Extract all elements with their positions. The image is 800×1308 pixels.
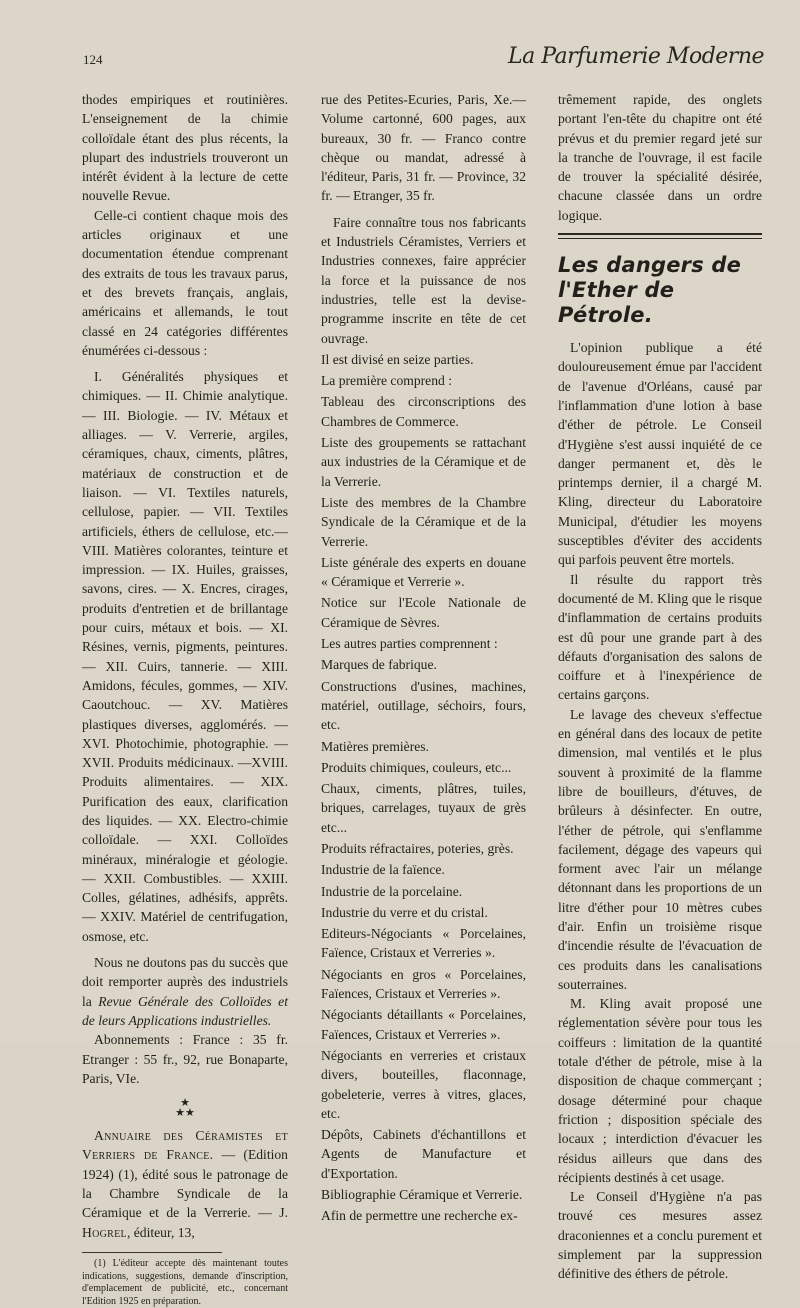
list-item: Négociants détaillants « Porcelaines, Faïences, Cristaux et Verreries ».	[321, 1007, 526, 1042]
list-item: Bibliographie Céramique et Verrerie.	[321, 1187, 523, 1203]
column-3	[558, 90, 762, 1284]
list-item: Les autres parties comprennent :	[321, 636, 498, 652]
list-item: Industrie de la porcelaine.	[321, 883, 463, 899]
subscription-info: Abonnements : France : 35 fr. Etranger : 55 fr., 92, rue Bonaparte, Paris, VIe.	[82, 1032, 288, 1086]
revue-title: Revue Générale des Colloïdes et de leurs Applications industrielles.	[82, 993, 288, 1028]
list-item: Produits réfractaires, poteries, grès.	[321, 840, 514, 856]
list-item: Afin de permettre une recherche ex-	[321, 1208, 518, 1224]
list-item: Industrie de la faïence.	[321, 862, 445, 878]
column-1	[82, 90, 288, 1308]
paragraph: Faire connaître tous nos fabricants et Industriels Céramistes, Verriers et Industries connexes, faire apprécier la force et la puissance de nos industries, telle est la devise-programme inscrite en tête de cet ouvrage.	[321, 214, 526, 346]
list-item: Notice sur l'Ecole Nationale de Céramique de Sèvres.	[321, 595, 526, 630]
page-number: 124	[83, 52, 103, 67]
category-list: I. Généralités physiques et chimiques. — II. Chimie analytique. — III. Biologie. — IV. Métaux et alliages. — V. Verrerie, argiles, céramiques, chaux, ciments, plâtres, matériaux de construction et de liaison. — VI. Textiles naturels, cellulose, papier. — VII. Textiles artificiels, éthers de cellulose, etc.— VIII. Matières colorantes, teinture et impression. — IX. Huiles, graisses, savons, cires. — X. Encres, cirages, produits d'entretien et de brillantage pour cuirs, métaux et bois. — XI. Résines, vernis, pigments, peintures. — XII. Cuirs, tannerie. — XIII. Amidons, fécules, gommes, — XIV. Caoutchouc. — XV. Matières plastiques diverses, agglomérés. — XVI. Photochimie, photographie. — XVII. Produits médicinaux. —XVIII. Produits alimentaires. — XIX. Purification des eaux, clarification des liquides. — XX. Electro-chimie colloïdale. — XXI. Colloïdes minéraux, minéralogie et géologie. — XXII. Combustibles. — XXIII. Colles, gélatines, adhésifs, apprêts. — XXIV. Matériel de centrifugation, osmose, etc.	[82, 369, 288, 944]
list-item: Dépôts, Cabinets d'échantillons et Agents de Manufacture et d'Exportation.	[321, 1127, 526, 1181]
text-run: Nous ne doutons pas du succès que doit remporter auprès des industriels la	[82, 955, 288, 1009]
annuaire-title: Annuaire des Céramistes et Verriers de France.	[82, 1128, 288, 1163]
star-icon: ★	[180, 1097, 190, 1110]
paragraph: thodes empiriques et routinières. L'enseignement de la chimie colloïdale étant des plus récents, la plupart des industriels trouveront un intérêt évident à la lecture de cette nouvelle Revue.	[82, 92, 288, 204]
article-paragraph: Le lavage des cheveux s'effectue en général dans des locaux de petite dimension, mal ventilés et le plus souvent à proximité de la flamme libre de bouilleurs, d'étuves, de brûleurs à désinfecter. En outre, l'éther de pétrole, qui s'enflamme facilement, dégage des vapeurs qui forment avec l'air un mélange détonnant dans les proportions de un litre d'éther pour 10 mètres cubes d'air. Enfin un troisième risque d'incendie résulte de l'évacuation de ces produits dans les canalisations souterraines.	[558, 706, 762, 992]
masthead-title: La Parfumerie Moderne	[508, 44, 765, 69]
paragraph: trêmement rapide, des onglets portant l'en-tête du chapitre ont été prévus et du premier regard jeté sur la tranche de l'ouvrage, il est facile de trouver la spécialité désirée, chacune classée dans un ordre logique.	[558, 92, 762, 223]
list-item: Liste des groupements se rattachant aux industries de la Céramique et de la Verrerie.	[321, 435, 526, 489]
list-item: Industrie du verre et du cristal.	[321, 904, 488, 920]
list-item: Négociants en verreries et cristaux divers, bouteilles, flaconnage, gobeleterie, verres à vitres, glaces, etc.	[321, 1047, 526, 1121]
section-divider	[558, 233, 762, 239]
list-item: La première comprend :	[321, 373, 452, 389]
article-paragraph: Le Conseil d'Hygiène n'a pas trouvé ces mesures assez draconiennes et a conclu purement et simplement par la suppression définitive des éthers de pétrole.	[558, 1189, 762, 1282]
article-paragraph: L'opinion publique a été douloureusement émue par l'accident de l'avenue d'Orléans, causé par l'inflammation d'une lotion à base d'éther de pétrole. Le Conseil d'Hygiène s'est aussi inquiété de ce danger permanent et, dès le printemps dernier, il a chargé M. Kling, directeur du Laboratoire Municipal, d'étudier les moyens susceptibles d'éviter des accidents qui parfois peuvent être mortels.	[558, 340, 762, 568]
text-run: — (Edition 1924) (1), édité sous le patronage de la Chambre Syndicale de la Céramique et de la Verrerie. — J.	[82, 1147, 288, 1221]
article-paragraph: Il résulte du rapport très documenté de M. Kling que le risque d'inflammation de certains produits est dû pour une grande part à des défauts d'organisation des salons de coiffure et à l'inexpérience de certains garçons.	[558, 571, 762, 703]
footnote-rule	[82, 1252, 222, 1253]
article-paragraph: M. Kling avait proposé une réglementation sévère pour tous les coiffeurs : limitation de la quantité totale d'éther de pétrole, mise à la disposition de chaque commerçant ; dosage déterminé pour chaque friction ; disposition spéciale des locaux ; interdiction d'évacuer les résidus ailleurs que dans des récipients destinés à cet usage.	[558, 996, 762, 1185]
contents-list	[321, 350, 526, 1226]
article-title: Les dangers de l'Ether de Pétrole.	[558, 253, 742, 328]
list-item: Tableau des circonscriptions des Chambres de Commerce.	[321, 394, 526, 429]
list-item: Constructions d'usines, machines, matériel, outillage, séchoirs, fours, etc.	[321, 678, 526, 733]
list-item: Chaux, ciments, plâtres, tuiles, briques, carrelages, tuyaux de grès etc...	[321, 781, 526, 835]
article-body	[558, 338, 762, 1284]
list-item: Liste générale des experts en douane « Céramique et Verrerie ».	[321, 554, 526, 590]
list-item: Il est divisé en seize parties.	[321, 351, 474, 367]
paragraph: Celle-ci contient chaque mois des articles originaux et une documentation étendue comprenant des extraits de tous les travaux parus, et des brevets français, anglais, américains et allemands, le tout classé en 24 catégories différentes énumérées ci-dessous :	[82, 207, 288, 358]
asterism	[82, 1098, 288, 1118]
list-item: Produits chimiques, couleurs, etc...	[321, 759, 512, 775]
column-2	[321, 90, 526, 1226]
annuaire-notice	[82, 1126, 288, 1242]
list-item: Editeurs-Négociants « Porcelaines, Faïence, Cristaux et Verreries ».	[321, 926, 526, 961]
list-item: Marques de fabrique.	[321, 657, 437, 673]
paragraph: rue des Petites-Ecuries, Paris, Xe.— Volume cartonné, 600 pages, aux bureaux, 30 fr. — Franco contre chèque ou mandat, adressé à l'éditeur, Paris, 31 fr. — Province, 32 fr. — Etranger, 35 fr.	[321, 92, 526, 204]
editor-name: Hogrel	[82, 1224, 127, 1240]
list-item: Matières premières.	[321, 738, 429, 754]
list-item: Négociants en gros « Porcelaines, Faïences, Cristaux et Verreries ».	[321, 966, 526, 1002]
paragraph	[82, 953, 288, 1030]
list-item: Liste des membres de la Chambre Syndicale de la Céramique et de la Verrerie.	[321, 494, 526, 549]
text-run: , éditeur, 13,	[126, 1224, 195, 1240]
footnote: (1) L'éditeur accepte dès maintenant toutes indications, suggestions, demande d'inscription, d'emplacement de publicité, etc., concernant l'Edition 1925 en préparation.	[82, 1257, 288, 1307]
star-icon: ★★	[175, 1107, 195, 1120]
